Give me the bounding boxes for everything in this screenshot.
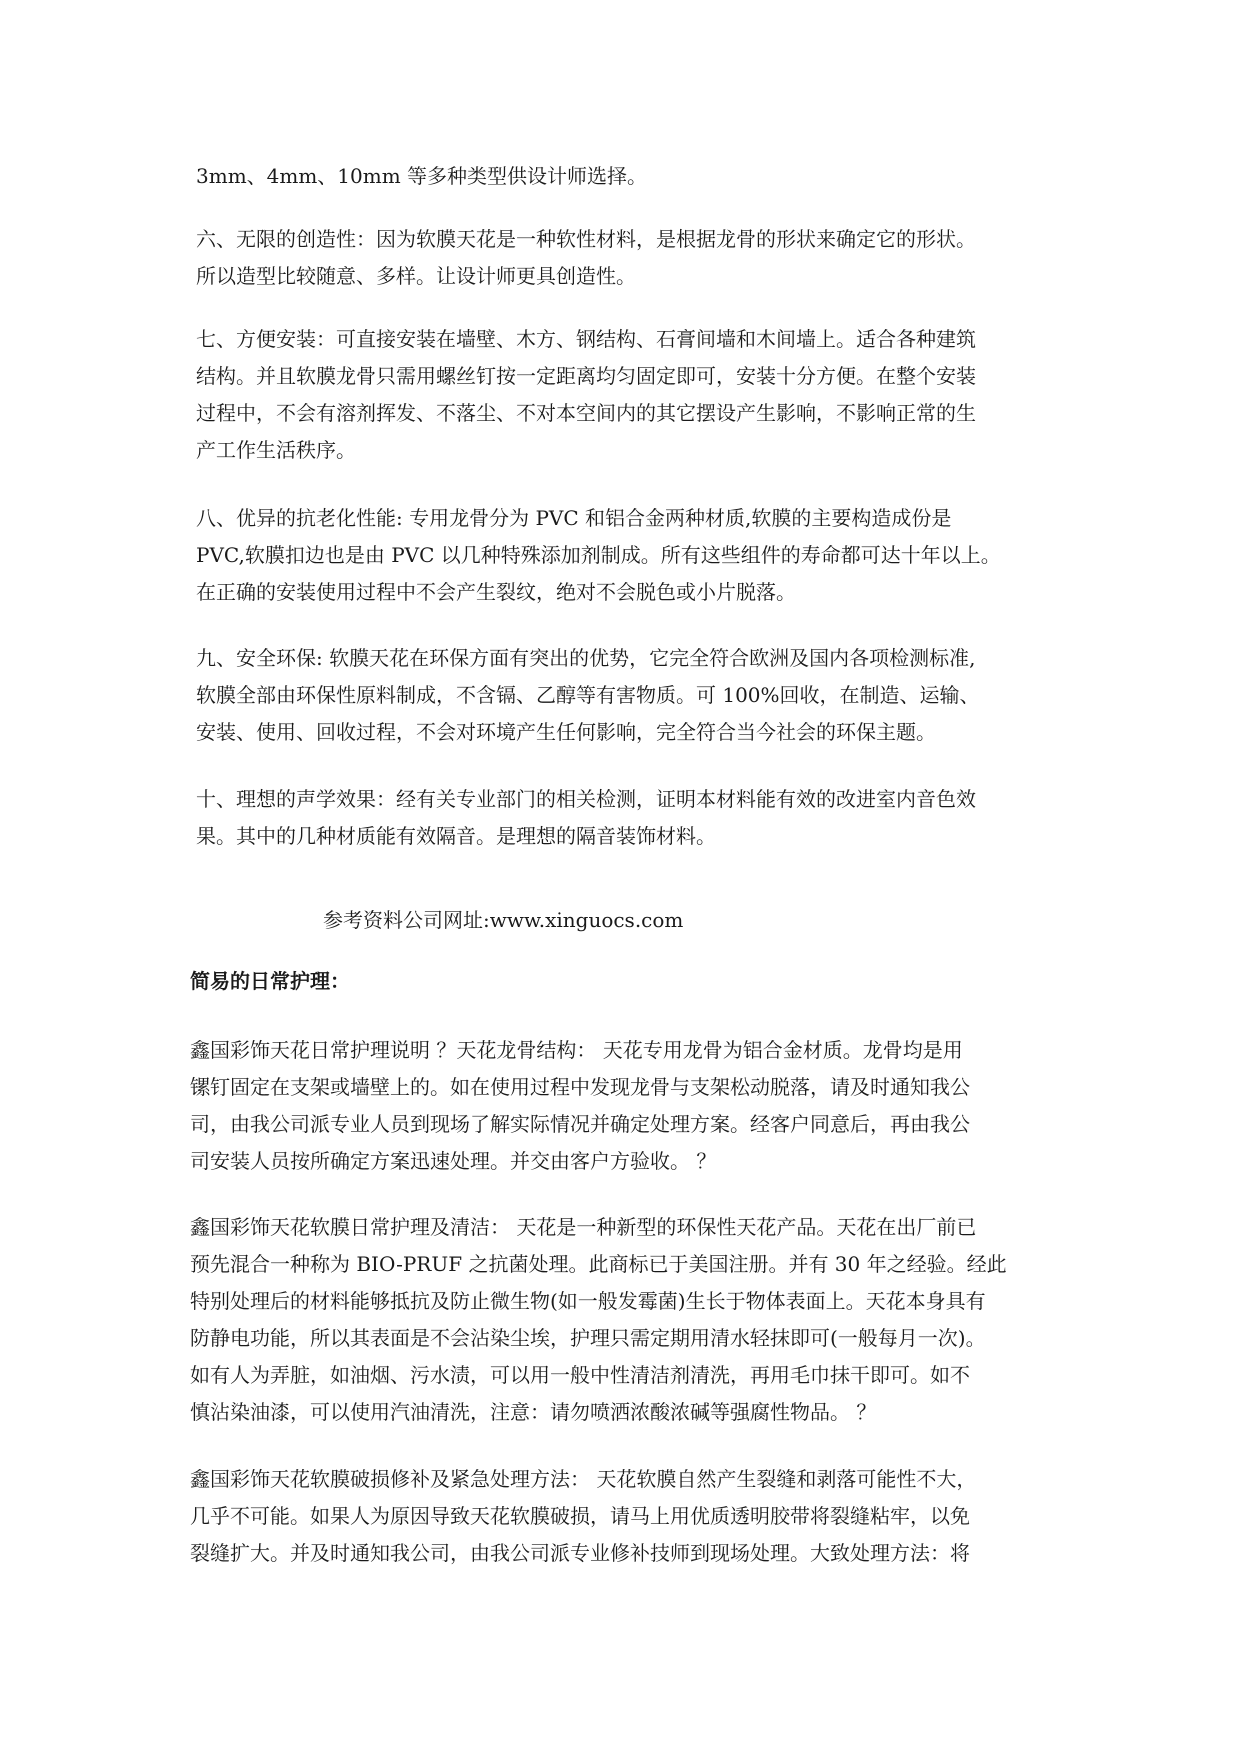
text-line: 过程中，不会有溶剂挥发、不落尘、不对本空间内的其它摆设产生影响，不影响正常的生 [196,401,976,425]
text-line: 安装、使用、回收过程，不会对环境产生任何影响，完全符合当今社会的环保主题。 [196,720,936,744]
text-line: 几乎不可能。如果人为原因导致天花软膜破损，请马上用优质透明胶带将裂缝粘牢，以免 [190,1504,970,1528]
paragraph-membrane-cleaning [190,1209,1056,1431]
text-line: PVC,软膜扣边也是由 PVC 以几种特殊添加剂制成。所有这些组件的寿命都可达十年以上。 [196,543,1001,567]
paragraph-eco-friendly [196,640,1062,751]
paragraph-creativity [196,221,1062,295]
paragraph-damage-repair [190,1461,1056,1572]
text-line: 鑫国彩饰天花软膜日常护理及清洁： 天花是一种新型的环保性天花产品。天花在出厂前已 [190,1215,977,1239]
text-line: 预先混合一种称为 BIO-PRUF 之抗菌处理。此商标已于美国注册。并有 30 年之经验。经此 [190,1252,1007,1276]
text-line: 慎沾染油漆，可以使用汽油清洗，注意：请勿喷洒浓酸浓碱等强腐性物品。 ？ [190,1400,877,1424]
text-line: 特别处理后的材料能够抵抗及防止微生物(如一般发霉菌)生长于物体表面上。天花本身具有 [190,1289,986,1313]
text-line: 结构。并且软膜龙骨只需用螺丝钉按一定距离均匀固定即可，安装十分方便。在整个安装 [196,364,976,388]
text-line: 防静电功能，所以其表面是不会沾染尘埃，护理只需定期用清水轻抹即可(一般每月一次)。 [190,1326,986,1350]
text-line: 产工作生活秩序。 [196,438,356,462]
text-line: 六、无限的创造性：因为软膜天花是一种软性材料，是根据龙骨的形状来确定它的形状。 [196,227,976,251]
text-line: 鑫国彩饰天花日常护理说明 ？天花龙骨结构： 天花专用龙骨为铝合金材质。龙骨均是用 [190,1038,963,1062]
paragraph-installation [196,321,1062,469]
paragraph-acoustics [196,781,1062,855]
text-line: 七、方便安装：可直接安装在墙壁、木方、钢结构、石膏间墙和木间墙上。适合各种建筑 [196,327,976,351]
text-line: 司安装人员按所确定方案迅速处理。并交由客户方验收。 ？ [190,1149,717,1173]
reference-website: 参考资料公司网址:www.xinguocs.com [323,908,684,932]
text-line: 在正确的安装使用过程中不会产生裂纹，绝对不会脱色或小片脱落。 [196,580,796,604]
paragraph-anti-aging [196,500,1062,611]
text-line: 软膜全部由环保性原料制成，不含镉、乙醇等有害物质。可 100%回收，在制造、运输、 [196,683,980,707]
text-line: 九、安全环保: 软膜天花在环保方面有突出的优势，它完全符合欧洲及国内各项检测标准, [196,646,976,670]
text-line: 3mm、4mm、10mm 等多种类型供设计师选择。 [196,164,648,188]
text-line: 果。其中的几种材质能有效隔音。是理想的隔音装饰材料。 [196,824,716,848]
text-line: 鑫国彩饰天花软膜破损修补及紧急处理方法： 天花软膜自然产生裂缝和剥落可能性不大， [190,1467,977,1491]
text-line: 镙钉固定在支架或墙壁上的。如在使用过程中发现龙骨与支架松动脱落，请及时通知我公 [190,1075,970,1099]
text-line: 十、理想的声学效果：经有关专业部门的相关检测，证明本材料能有效的改进室内音色效 [196,787,976,811]
text-line: 如有人为弄脏，如油烟、污水渍，可以用一般中性清洁剂清洗，再用毛巾抹干即可。如不 [190,1363,970,1387]
section-heading: 简易的日常护理： [190,969,350,993]
paragraph-frame-care [190,1032,1056,1180]
text-line: 司，由我公司派专业人员到现场了解实际情况并确定处理方案。经客户同意后，再由我公 [190,1112,970,1136]
text-line: 所以造型比较随意、多样。让设计师更具创造性。 [196,264,636,288]
text-line: 裂缝扩大。并及时通知我公司，由我公司派专业修补技师到现场处理。大致处理方法：将 [190,1541,970,1565]
paragraph-type-options [196,158,1062,195]
text-line: 八、优异的抗老化性能: 专用龙骨分为 PVC 和铝合金两种材质,软膜的主要构造成份是 [196,506,952,530]
